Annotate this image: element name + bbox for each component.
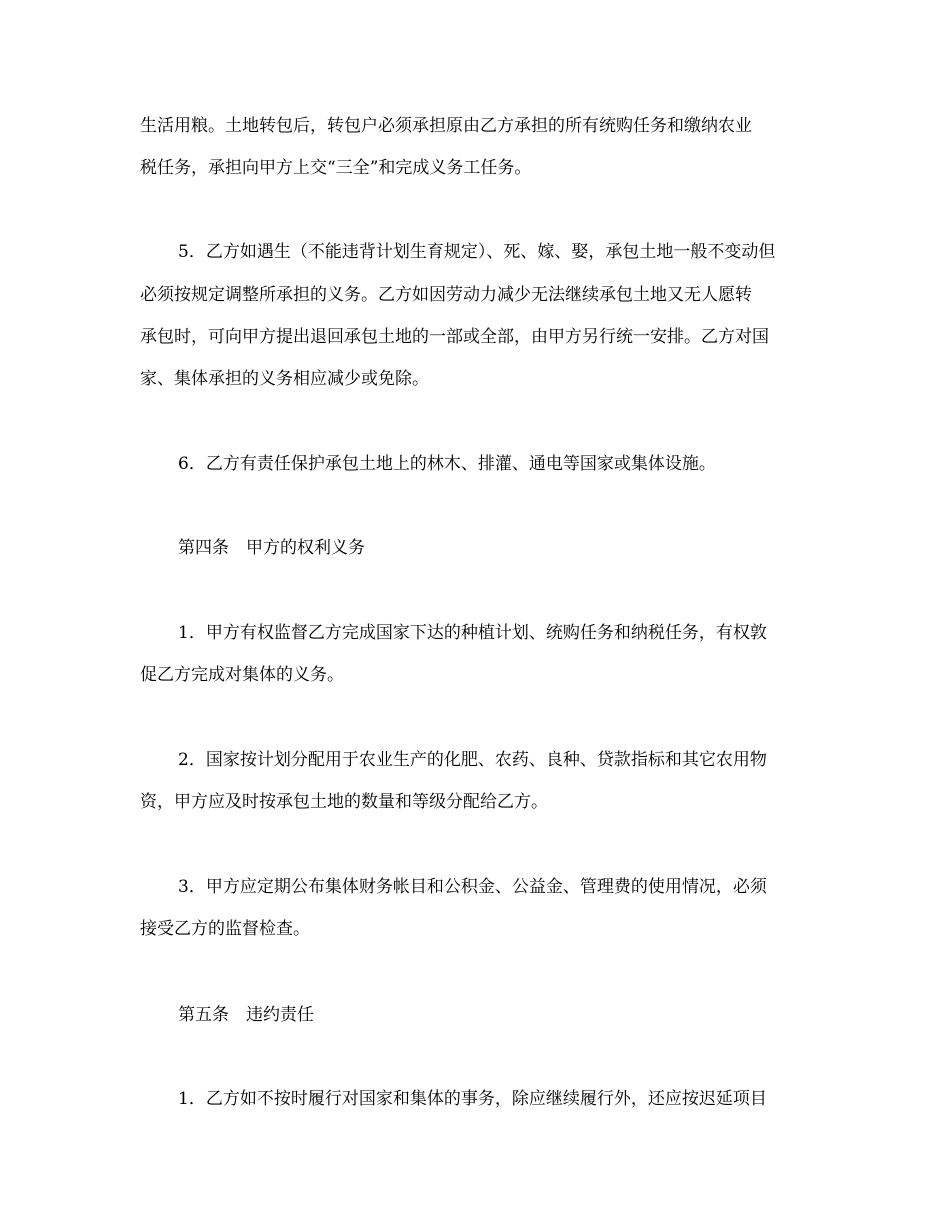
article-5-item-1: 1．乙方如不按时履行对国家和集体的事务，除应继续履行外，还应按迟延项目 <box>178 1089 767 1109</box>
paragraph-line: 接受乙方的监督检查。 <box>140 919 310 939</box>
paragraph-line: 促乙方完成对集体的义务。 <box>140 665 344 685</box>
article-4-item-3: 3．甲方应定期公布集体财务帐目和公积金、公益金、管理费的使用情况，必须 <box>178 877 767 897</box>
clause-3-item-5: 5．乙方如遇生（不能违背计划生育规定）、死、嫁、娶，承包土地一般不变动但 <box>178 242 776 262</box>
article-5-heading: 第五条 违约责任 <box>178 1005 314 1025</box>
paragraph-line: 资，甲方应及时按承包土地的数量和等级分配给乙方。 <box>140 792 548 812</box>
article-4-heading: 第四条 甲方的权利义务 <box>178 538 365 558</box>
paragraph-line: 必须按规定调整所承担的义务。乙方如因劳动力减少无法继续承包土地又无人愿转 <box>140 285 752 305</box>
article-4-item-2: 2．国家按计划分配用于农业生产的化肥、农药、良种、贷款指标和其它农用物 <box>178 750 767 770</box>
clause-3-item-6: 6．乙方有责任保护承包土地上的林木、排灌、通电等国家或集体设施。 <box>178 454 716 474</box>
paragraph-line: 承包时，可向甲方提出退回承包土地的一部或全部，由甲方另行统一安排。乙方对国 <box>140 327 769 347</box>
paragraph-line: 生活用粮。土地转包后，转包户必须承担原由乙方承担的所有统购任务和缴纳农业 <box>140 116 752 136</box>
paragraph-line: 家、集体承担的义务相应减少或免除。 <box>140 369 429 389</box>
article-4-item-1: 1．甲方有权监督乙方完成国家下达的种植计划、统购任务和纳税任务，有权敦 <box>178 623 767 643</box>
paragraph-line: 税任务，承担向甲方上交“三全”和完成义务工任务。 <box>140 158 532 178</box>
